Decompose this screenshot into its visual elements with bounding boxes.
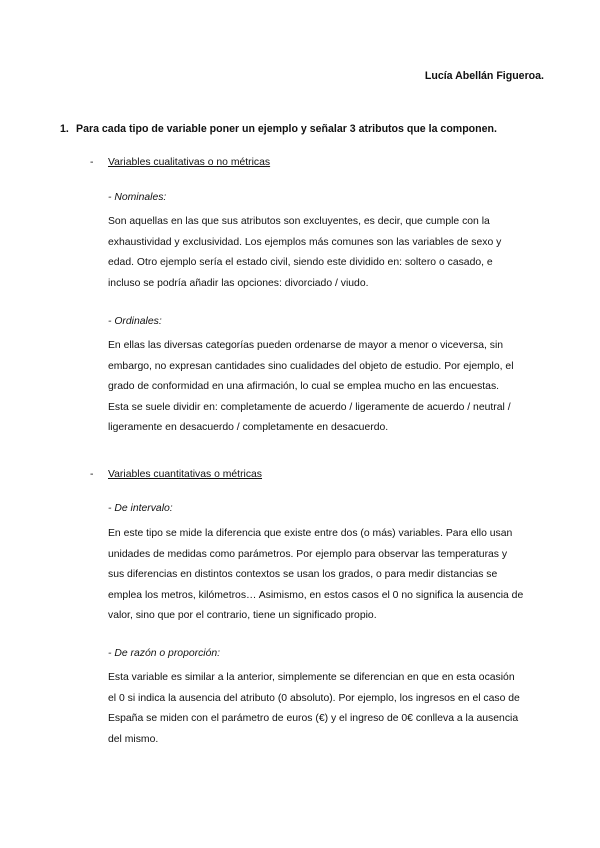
paragraph-ordinales <box>108 336 548 439</box>
paragraph-line: Son aquellas en las que sus atributos son excluyentes, es decir, que cumple con la <box>108 216 490 227</box>
paragraph-line: el 0 si indica la ausencia del atributo (0 absoluto). Por ejemplo, los ingresos en el caso de <box>108 692 520 704</box>
subsection-title-razon: - De razón o proporción: <box>108 648 221 659</box>
paragraph-line: ligeramente en desacuerdo / completamente en desacuerdo. <box>108 422 389 434</box>
paragraph-intervalo <box>108 524 548 627</box>
question-number: 1. <box>60 123 69 135</box>
subsection-title-nominales: - Nominales: <box>108 192 167 203</box>
question-text: Para cada tipo de variable poner un ejemplo y señalar 3 atributos que la componen. <box>76 123 497 135</box>
section-bullet: - <box>90 157 94 168</box>
paragraph-line: emplea los metros, kilómetros… Asimismo, en estos casos el 0 no significa la ausencia de <box>108 589 524 601</box>
paragraph-line: unidades de medidas como parámetros. Por ejemplo para observar las temperaturas y <box>108 548 508 560</box>
paragraph-line: Esta se suele dividir en: completamente de acuerdo / ligeramente de acuerdo / neutral / <box>108 401 511 413</box>
subsection-title-ordinales: - Ordinales: <box>108 316 162 327</box>
paragraph-line: incluso se podría añadir las opciones: divorciado / viudo. <box>108 277 369 289</box>
paragraph-line: sus diferencias en distintos contextos se usan los grados, o para medir distancias se <box>108 569 498 581</box>
paragraph-razon <box>108 668 548 750</box>
section-title-cualitativas: Variables cualitativas o no métricas <box>108 157 271 168</box>
paragraph-line: embargo, no expresan cantidades sino cualidades del objeto de estudio. Por ejemplo, el <box>108 360 514 372</box>
paragraph-line: del mismo. <box>108 733 159 745</box>
section-title-cuantitativas: Variables cuantitativas o métricas <box>108 469 263 480</box>
paragraph-line: edad. Otro ejemplo sería el estado civil, siendo este dividido en: soltero o casado, e <box>108 257 493 269</box>
paragraph-line: Esta variable es similar a la anterior, simplemente se diferencian en que en esta ocasión <box>108 672 515 683</box>
question-heading <box>60 123 497 135</box>
subsection-title-intervalo: - De intervalo: <box>108 503 173 514</box>
paragraph-nominales <box>108 212 548 294</box>
paragraph-line: En este tipo se mide la diferencia que existe entre dos (o más) variables. Para ello usan <box>108 528 513 539</box>
paragraph-line: España se miden con el parámetro de euros (€) y el ingreso de 0€ conlleva a la ausencia <box>108 713 519 725</box>
paragraph-line: En ellas las diversas categorías pueden ordenarse de mayor a menor o viceversa, sin <box>108 340 504 351</box>
section-bullet: - <box>90 469 94 480</box>
author-name: Lucía Abellán Figueroa. <box>424 70 544 82</box>
paragraph-line: valor, sino que por el contrario, tiene un significado propio. <box>108 610 377 622</box>
paragraph-line: grado de conformidad en una afirmación, lo cual se emplea mucho en las encuestas. <box>108 381 500 393</box>
paragraph-line: exhaustividad y exclusividad. Los ejemplos más comunes son las variables de sexo y <box>108 236 502 248</box>
